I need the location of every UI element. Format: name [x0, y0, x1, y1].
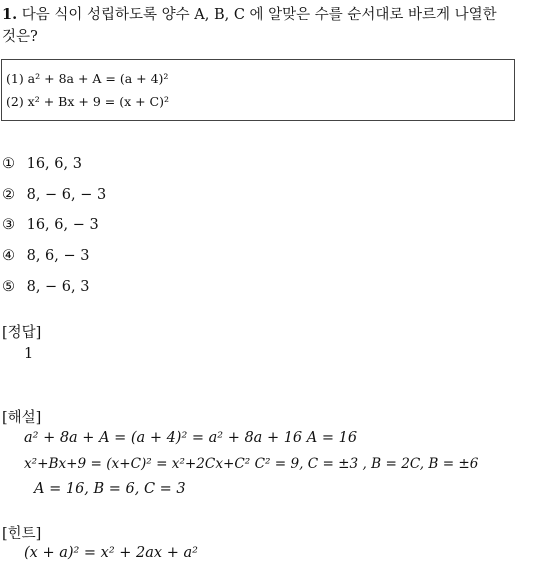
choice-2-marker: ② — [2, 187, 15, 203]
choice-4[interactable] — [2, 248, 89, 264]
explanation-line-1: a² + 8a + A = (a + 4)² = a² + 8a + 16 A = 16 — [24, 430, 358, 446]
explanation-line-3: A = 16, B = 6, C = 3 — [34, 481, 186, 497]
choice-2-text: 8, − 6, − 3 — [26, 187, 107, 203]
question-number: 1. — [2, 6, 18, 23]
question-line-2: 것은? — [2, 29, 38, 45]
choice-5-marker: ⑤ — [2, 279, 15, 295]
choice-4-text: 8, 6, − 3 — [26, 248, 90, 264]
hint-label: [힌트] — [2, 526, 42, 542]
condition-2: (2) x² + Bx + 9 = (x + C)² — [6, 94, 169, 109]
question-text — [2, 4, 497, 26]
choice-1-text: 16, 6, 3 — [26, 156, 82, 172]
choice-3-text: 16, 6, − 3 — [26, 217, 99, 233]
choice-5-text: 8, − 6, 3 — [26, 279, 90, 295]
choice-1-marker: ① — [2, 156, 15, 172]
condition-1: (1) a² + 8a + A = (a + 4)² — [6, 71, 169, 86]
choice-1[interactable] — [2, 156, 82, 172]
condition-box — [1, 59, 515, 121]
answer-label: [정답] — [2, 325, 42, 341]
explanation-label: [해설] — [2, 410, 42, 426]
hint-line: (x + a)² = x² + 2ax + a² — [24, 545, 198, 561]
question-line-1: 다음 식이 성립하도록 양수 A, B, C 에 알맞은 수를 순서대로 바르게 나열한 — [21, 7, 497, 23]
answer-value: 1 — [24, 346, 34, 362]
choice-5[interactable] — [2, 279, 89, 295]
choice-3-marker: ③ — [2, 217, 15, 233]
choice-3[interactable] — [2, 217, 99, 233]
choice-2[interactable] — [2, 187, 106, 203]
explanation-line-2: x²+Bx+9 = (x+C)² = x²+2Cx+C² C² = 9, C = ±3 , B = 2C, B = ±6 — [24, 456, 479, 472]
choice-4-marker: ④ — [2, 248, 15, 264]
